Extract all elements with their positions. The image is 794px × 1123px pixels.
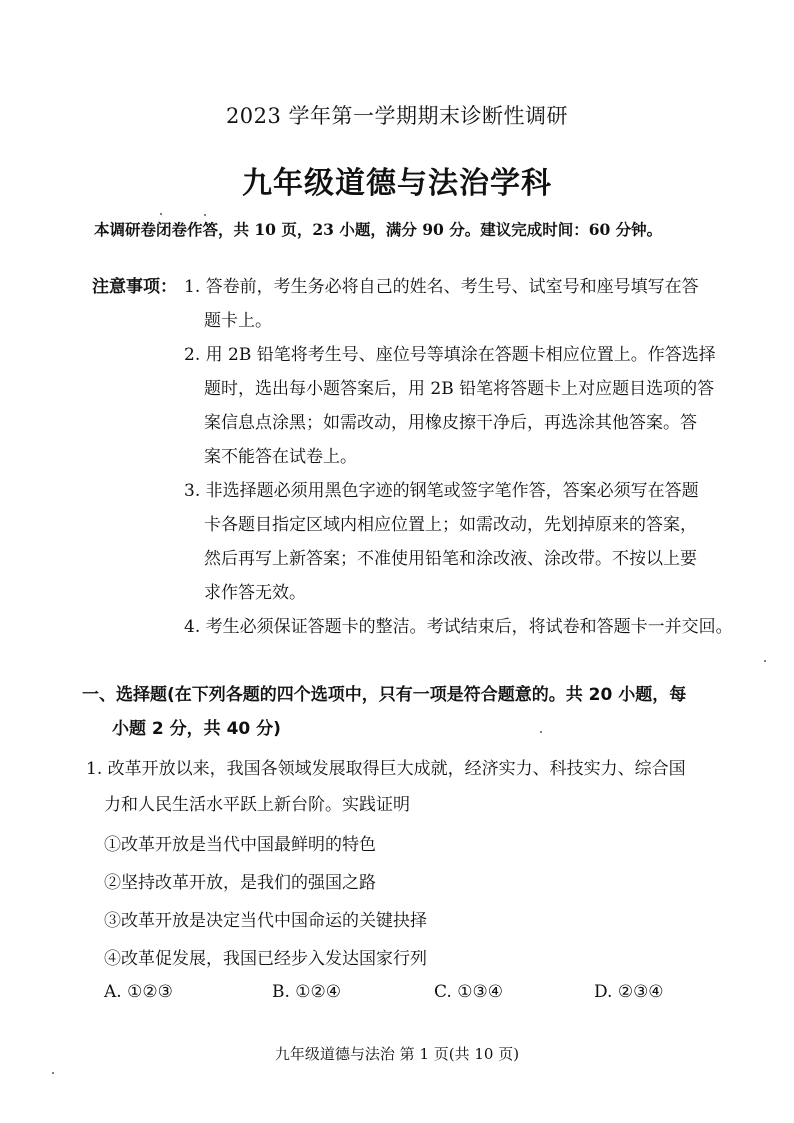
question-stem-cont: 力和人民生活水平跃上新台阶。实践证明 (104, 795, 410, 815)
notice-line: 案不能答在试卷上。 (204, 447, 357, 467)
notice-line: 题卡上。 (204, 311, 272, 331)
statement-1: ①改革开放是当代中国最鲜明的特色 (104, 835, 376, 855)
scan-speck (764, 660, 766, 662)
notice-line: 1. 答卷前，考生务必将自己的姓名、考生号、试室号和座号填写在答 (184, 277, 699, 297)
notice-line: 然后再写上新答案；不准使用铅笔和涂改液、涂改带。不按以上要 (204, 549, 697, 569)
scan-speck (52, 1072, 54, 1074)
notice-label: 注意事项： (92, 277, 177, 297)
subject-title: 九年级道德与法治学科 (242, 166, 552, 201)
scan-speck (160, 213, 162, 215)
option-b: B. ①②④ (272, 982, 342, 1002)
section-heading-cont: 小题 2 分，共 40 分) (112, 719, 281, 739)
page-footer: 九年级道德与法治 第 1 页(共 10 页) (274, 1045, 520, 1063)
statement-2: ②坚持改革开放，是我们的强国之路 (104, 873, 376, 893)
option-a: A. ①②③ (104, 982, 173, 1002)
notice-line: 卡各题目指定区域内相应位置上；如需改动，先划掉原来的答案， (204, 515, 697, 535)
notice-line: 4. 考生必须保证答题卡的整洁。考试结束后，将试卷和答题卡一并交回。 (184, 617, 733, 637)
exam-info: 本调研卷闭卷作答，共 10 页，23 小题，满分 90 分。建议完成时间：60 分钟。 (94, 220, 663, 239)
option-c: C. ①③④ (434, 982, 503, 1002)
section-heading: 一、选择题(在下列各题的四个选项中，只有一项是符合题意的。共 20 小题，每 (82, 685, 687, 705)
notice-line: 3. 非选择题必须用黑色字迹的钢笔或签字笔作答，答案必须写在答题 (184, 481, 699, 501)
scan-speck (204, 214, 206, 216)
statement-4: ④改革促发展，我国已经步入发达国家行列 (104, 949, 427, 969)
statement-3: ③改革开放是决定当代中国命运的关键抉择 (104, 911, 427, 931)
notice-line: 2. 用 2B 铅笔将考生号、座位号等填涂在答题卡相应位置上。作答选择 (184, 345, 716, 365)
exam-title: 2023 学年第一学期期末诊断性调研 (225, 104, 569, 128)
question-stem: 1. 改革开放以来，我国各领域发展取得巨大成就，经济实力、科技实力、综合国 (86, 759, 686, 779)
notice-line: 案信息点涂黑；如需改动，用橡皮擦干净后，再选涂其他答案。答 (204, 413, 697, 433)
notice-line: 题时，选出每小题答案后，用 2B 铅笔将答题卡上对应题目选项的答 (204, 379, 715, 399)
scan-speck (540, 731, 542, 733)
option-d: D. ②③④ (594, 982, 664, 1002)
notice-line: 求作答无效。 (204, 583, 306, 603)
